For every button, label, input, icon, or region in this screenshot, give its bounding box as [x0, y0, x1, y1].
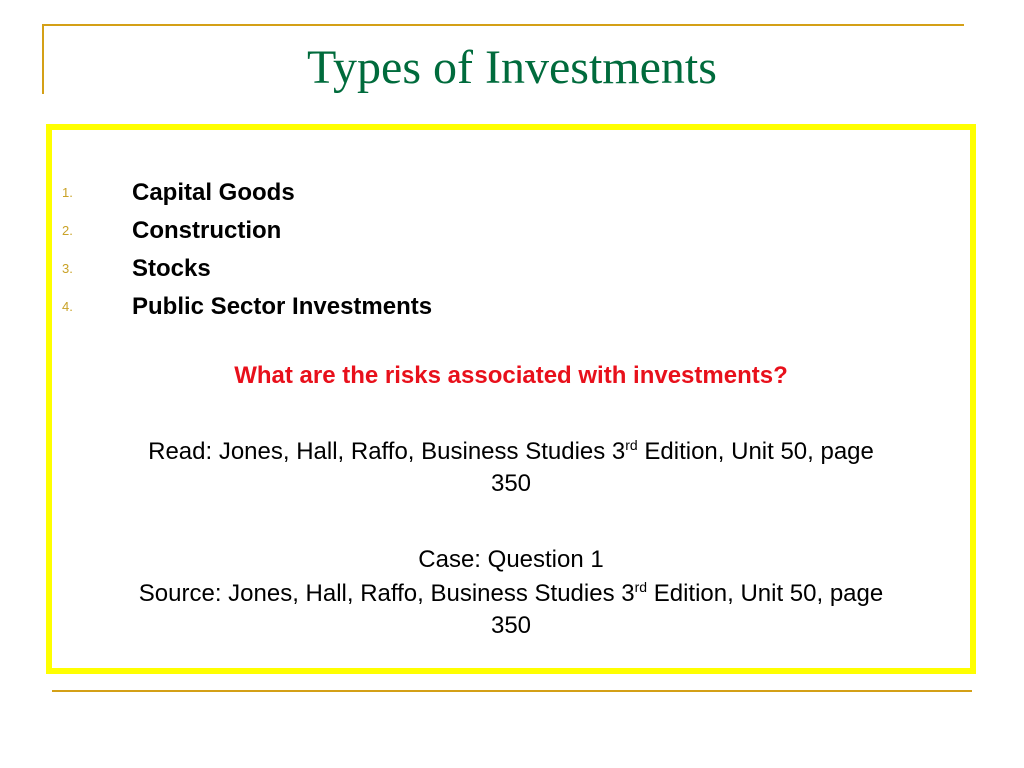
source-reference-superscript: rd [634, 579, 648, 595]
list-item-label: Capital Goods [132, 179, 295, 206]
list-item-label: Stocks [132, 255, 211, 282]
list-item-number: 4. [62, 299, 73, 314]
reading-reference-text: Read: Jones, Hall, Raffo, Business Studies 3 [148, 438, 626, 465]
case-question: Case: Question 1 [418, 546, 604, 573]
list-item [62, 174, 432, 212]
source-reference-text: Source: Jones, Hall, Raffo, Business Studies 3 [138, 580, 635, 607]
source-reference-text-end: Edition, Unit 50, page [647, 580, 884, 607]
list-item [62, 288, 432, 326]
reading-reference-page: 350 [490, 470, 532, 497]
list-item-number: 2. [62, 223, 73, 238]
top-decorative-rule [42, 24, 964, 26]
reading-reference-superscript: rd [625, 437, 638, 453]
source-reference [52, 578, 970, 642]
content-box [46, 124, 976, 674]
list-item [62, 250, 432, 288]
source-reference-page: 350 [490, 612, 532, 639]
list-item-label: Construction [132, 217, 282, 244]
list-item-number: 3. [62, 261, 73, 276]
reading-reference [52, 436, 970, 500]
reading-reference-text-end: Edition, Unit 50, page [637, 438, 874, 465]
list-item-number: 1. [62, 185, 73, 200]
list-item-label: Public Sector Investments [132, 293, 433, 320]
bottom-decorative-rule [52, 690, 972, 692]
risk-question: What are the risks associated with investments? [234, 362, 788, 389]
list-item [62, 212, 432, 250]
investment-types-list [62, 174, 432, 326]
slide-title: Types of Investments [307, 41, 717, 94]
